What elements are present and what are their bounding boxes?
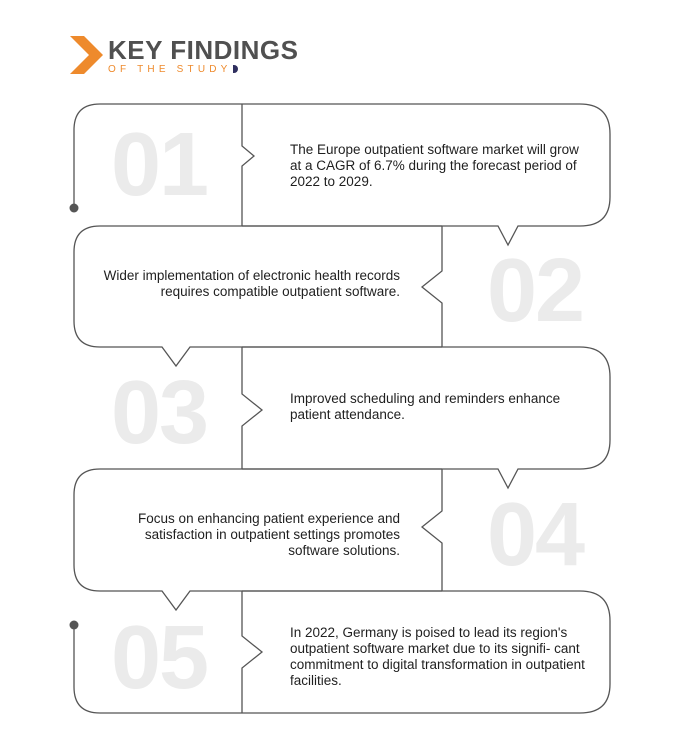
finding-number-01: 01 <box>110 115 208 215</box>
finding-number-03: 03 <box>110 363 208 463</box>
card-03-divider <box>242 347 262 469</box>
finding-text-01: The Europe outpatient software market will grow at a CAGR of 6.7% during the forecast period of 2022 to 2029. <box>290 142 579 189</box>
finding-number-05: 05 <box>110 608 208 708</box>
card-05-divider <box>242 591 262 713</box>
finding-number-04: 04 <box>486 485 584 585</box>
page-subtitle: OF THE STUDY <box>108 64 238 76</box>
finding-number-02: 02 <box>486 241 584 341</box>
page-title: KEY FINDINGS <box>108 35 299 65</box>
finding-text-05: In 2022, Germany is poised to lead its region's outpatient software market due to its signifi- cant commitment to digital transformation in outpatient facilities. <box>290 625 585 688</box>
card-01-divider <box>242 104 254 226</box>
start-dot <box>70 204 79 213</box>
finding-text-02: Wider implementation of electronic health records requires compatible outpatient software. <box>103 268 400 299</box>
card-02-divider <box>422 226 442 347</box>
finding-text-03: Improved scheduling and reminders enhance patient attendance. <box>290 391 561 422</box>
connector-dot <box>70 621 79 630</box>
finding-text-04: Focus on enhancing patient experience and satisfaction in outpatient settings promotes software solutions. <box>138 511 400 558</box>
card-04-divider <box>422 469 442 591</box>
